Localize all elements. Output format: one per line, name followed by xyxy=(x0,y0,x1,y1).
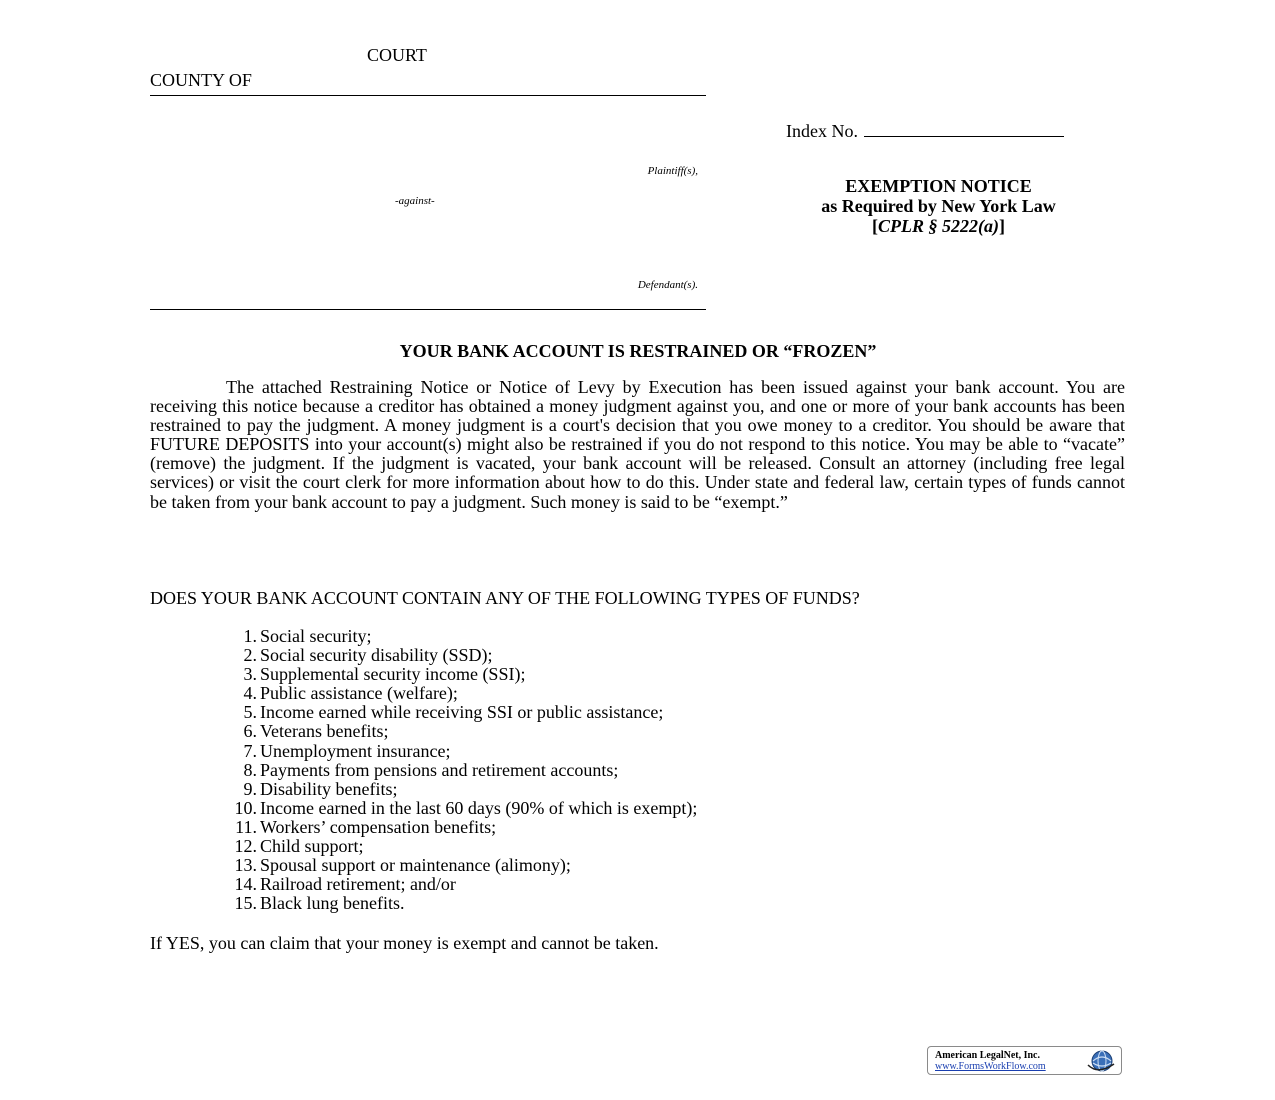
fund-item-number: 5. xyxy=(243,702,257,723)
fund-item-number: 12. xyxy=(234,836,257,857)
fund-list-item xyxy=(150,703,697,722)
fund-list-item xyxy=(150,646,697,665)
fund-item-number: 9. xyxy=(243,778,257,799)
defendant-label: Defendant(s). xyxy=(637,279,698,291)
cplr-citation: CPLR § 5222(a) xyxy=(878,216,999,236)
fund-list-item xyxy=(150,742,697,761)
index-number-field xyxy=(786,120,1064,142)
against-label: -against- xyxy=(395,195,435,207)
fund-item-text: Child support; xyxy=(260,836,364,857)
fund-item-text: Payments from pensions and retirement accounts; xyxy=(260,759,619,780)
fund-item-text: Social security disability (SSD); xyxy=(260,645,493,666)
plaintiff-label: Plaintiff(s), xyxy=(647,165,698,177)
notice-heading-line3 xyxy=(760,216,1117,236)
fund-item-number: 4. xyxy=(243,683,257,704)
notice-heading-line1: EXEMPTION NOTICE xyxy=(845,176,1032,196)
fund-item-number: 8. xyxy=(243,759,257,780)
bracket-close: ] xyxy=(999,216,1005,236)
fund-item-text: Disability benefits; xyxy=(260,778,398,799)
fund-item-number: 1. xyxy=(243,626,257,646)
fund-list-item xyxy=(150,780,697,799)
fund-list-item xyxy=(150,837,697,856)
fund-list-item xyxy=(150,856,697,875)
exempt-funds-list xyxy=(150,627,697,913)
fund-item-number: 15. xyxy=(234,893,257,914)
notice-heading xyxy=(760,176,1117,236)
fund-item-number: 11. xyxy=(235,816,257,837)
fund-item-text: Income earned in the last 60 days (90% of which is exempt); xyxy=(260,797,698,818)
fund-item-number: 2. xyxy=(243,645,257,666)
fund-item-text: Income earned while receiving SSI or public assistance; xyxy=(260,702,664,723)
bracket-open: [ xyxy=(872,216,878,236)
caption-bottom-rule xyxy=(150,309,706,310)
fund-item-number: 14. xyxy=(234,874,257,895)
closing-statement: If YES, you can claim that your money is exempt and cannot be taken. xyxy=(150,933,659,953)
fund-item-text: Railroad retirement; and/or xyxy=(260,874,456,895)
fund-item-text: Spousal support or maintenance (alimony); xyxy=(260,855,571,876)
fund-list-item xyxy=(150,627,697,646)
fund-list-item xyxy=(150,684,697,703)
fund-item-number: 6. xyxy=(243,721,257,742)
index-label: Index No. xyxy=(786,121,858,141)
logo-url-link[interactable]: www.FormsWorkFlow.com xyxy=(935,1061,1046,1072)
section-title: YOUR BANK ACCOUNT IS RESTRAINED OR “FROZEN” xyxy=(399,341,877,361)
fund-item-text: Black lung benefits. xyxy=(260,893,405,914)
fund-item-text: Workers’ compensation benefits; xyxy=(260,816,497,837)
fund-list-item xyxy=(150,722,697,741)
fund-item-text: Veterans benefits; xyxy=(260,721,389,742)
fund-item-text: Supplemental security income (SSI); xyxy=(260,664,526,685)
fund-item-number: 10. xyxy=(234,797,257,818)
footer-logo[interactable] xyxy=(927,1046,1122,1075)
fund-list-item xyxy=(150,818,697,837)
fund-list-item xyxy=(150,799,697,818)
funds-question: DOES YOUR BANK ACCOUNT CONTAIN ANY OF THE FOLLOWING TYPES OF FUNDS? xyxy=(150,588,860,608)
fund-item-text: Unemployment insurance; xyxy=(260,740,451,761)
globe-logo-icon xyxy=(1084,1049,1118,1073)
fund-list-item xyxy=(150,894,697,913)
fund-list-item xyxy=(150,875,697,894)
fund-item-number: 13. xyxy=(234,855,257,876)
county-label: COUNTY OF xyxy=(150,70,252,90)
notice-heading-line2: as Required by New York Law xyxy=(821,196,1056,216)
fund-item-text: Social security; xyxy=(260,626,372,646)
court-label: COURT xyxy=(367,45,427,65)
explanation-paragraph: The attached Restraining Notice or Notice of Levy by Execution has been issued against your bank account. You are receiving this notice because a creditor has obtained a money judgment against you, and one or more of your bank accounts has been restrained to pay the judgment. A money judgment is a court's decision that you owe money to a creditor. You should be aware that FUTURE DEPOSITS into your account(s) might also be restrained if you do not respond to this notice. You may be able to “vacate” (remove) the judgment. If the judgment is vacated, your bank account will be released. Consult an attorney (including free legal services) or visit the court clerk for more information about how to do this. Under state and federal law, certain types of funds cannot be taken from your bank account to pay a judgment. Such money is said to be “exempt.” xyxy=(150,377,1125,512)
fund-list-item xyxy=(150,665,697,684)
logo-company-name: American LegalNet, Inc. xyxy=(935,1050,1040,1061)
fund-item-text: Public assistance (welfare); xyxy=(260,683,458,704)
caption-top-rule xyxy=(150,95,706,96)
fund-item-number: 3. xyxy=(243,664,257,685)
fund-list-item xyxy=(150,761,697,780)
fund-item-number: 7. xyxy=(243,740,257,761)
index-number-blank xyxy=(864,120,1064,137)
